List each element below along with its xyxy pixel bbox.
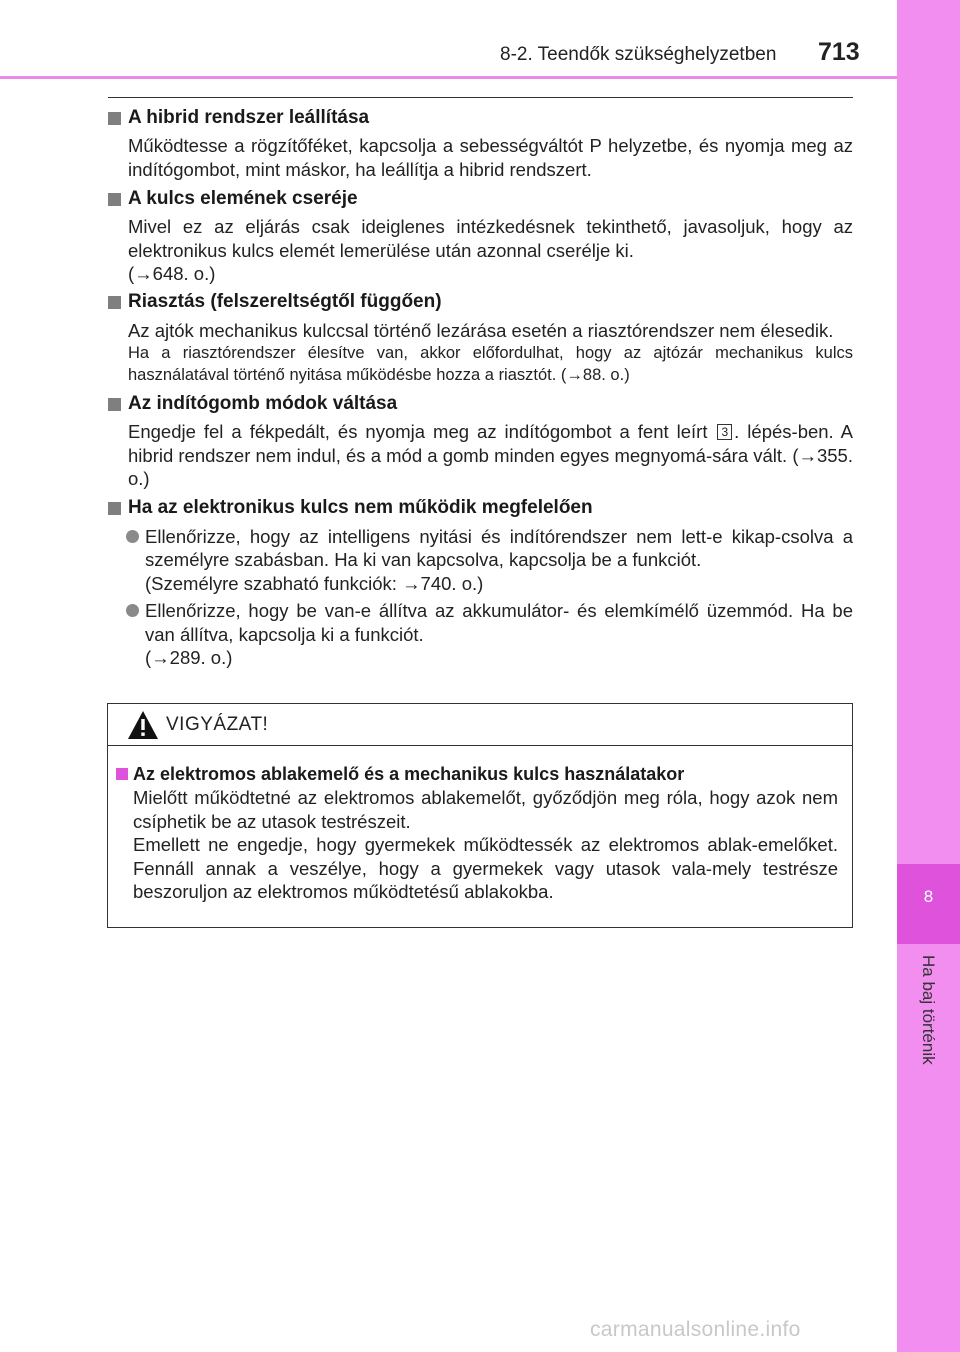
content bbox=[108, 104, 853, 670]
section-heading: A kulcs elemének cseréje bbox=[108, 186, 853, 212]
square-bullet-icon bbox=[108, 296, 121, 309]
page-reference[interactable]: (→289. o.) bbox=[145, 647, 233, 668]
chapter-tab[interactable] bbox=[897, 0, 960, 1352]
chapter-label: Ha baj történik bbox=[919, 955, 938, 1065]
warning-box bbox=[107, 703, 853, 928]
section-note: Ha a riasztórendszer élesítve van, akkor előfordulhat, hogy az ajtózár mechanikus kulcs használatával történő nyitása működésbe hozza a riasztót. (→88. o.) bbox=[128, 344, 853, 384]
section-text: Engedje fel a fékpedált, és nyomja meg az indítógombot a fent leírt 3 . lépés-ben. A hibrid rendszer nem indul, és a mód a gomb minden egyes megnyomá-sára vált. (→355. o.) bbox=[128, 421, 854, 489]
square-bullet-icon bbox=[108, 398, 121, 411]
header-rule bbox=[0, 76, 897, 79]
square-bullet-icon bbox=[108, 112, 121, 125]
page-reference[interactable]: (Személyre szabható funkciók: →740. o.) bbox=[145, 572, 484, 594]
section-text: Működtesse a rögzítőféket, kapcsolja a sebességváltót P helyzetbe, és nyomja meg az indítógombot, mint máskor, ha leállítja a hibrid rendszert. bbox=[128, 135, 853, 180]
circle-bullet-icon bbox=[126, 604, 139, 617]
list-item: Ellenőrizze, hogy be van-e állítva az akkumulátor- és elemkímélő üzemmód. Ha be van állítva, kapcsolja ki a funkciót. (→289. o.) bbox=[108, 599, 853, 670]
section-heading: Riasztás (felszereltségtől függően) bbox=[108, 289, 853, 315]
square-bullet-icon bbox=[108, 193, 121, 206]
circle-bullet-icon bbox=[126, 530, 139, 543]
warning-title: VIGYÁZAT! bbox=[166, 714, 269, 735]
section-alarm bbox=[108, 289, 853, 387]
warning-text: Mielőtt működtetné az elektromos ablakemelőt, győződjön meg róla, hogy azok nem csíphetik be az utasok testrészeit. bbox=[133, 787, 838, 832]
warning-heading: Az elektromos ablakemelő és a mechanikus kulcs használatakor bbox=[116, 762, 838, 786]
page-reference[interactable]: (→648. o.) bbox=[128, 263, 216, 284]
section-start-button-modes bbox=[108, 391, 853, 491]
square-bullet-icon bbox=[116, 768, 128, 780]
chapter-number: 8 bbox=[897, 864, 960, 944]
warning-header bbox=[108, 704, 852, 746]
section-text: Mivel ez az eljárás csak ideiglenes intézkedésnek tekinthető, javasoljuk, hogy az elektronikus kulcs elemét lemerülése után azonnal cserélje ki. bbox=[128, 216, 853, 261]
section-heading: Az indítógomb módok váltása bbox=[108, 391, 853, 417]
section-key-malfunction bbox=[108, 495, 853, 670]
watermark: carmanualsonline.info bbox=[590, 1318, 801, 1341]
section-heading: A hibrid rendszer leállítása bbox=[108, 105, 853, 131]
step-number-box: 3 bbox=[717, 424, 732, 440]
warning-text: Emellett ne engedje, hogy gyermekek működtessék az elektromos ablak-emelőket. Fennáll annak a veszélye, hogy a gyermekek vagy utasok vala-mely testrésze beszoruljon az elektromos működtetésű ablakokba. bbox=[133, 834, 838, 902]
section-hybrid-shutdown bbox=[108, 105, 853, 181]
warning-body bbox=[116, 762, 838, 904]
section-text: Az ajtók mechanikus kulccsal történő lezárása esetén a riasztórendszer nem élesedik. bbox=[128, 319, 834, 341]
section-heading: Ha az elektronikus kulcs nem működik megfelelően bbox=[108, 495, 853, 521]
square-bullet-icon bbox=[108, 502, 121, 515]
page-number: 713 bbox=[818, 38, 860, 66]
section-title: 8-2. Teendők szükséghelyzetben bbox=[500, 44, 777, 65]
content-rule bbox=[108, 97, 853, 98]
list-item: Ellenőrizze, hogy az intelligens nyitási és indítórendszer nem lett-e kikap-csolva a személyre szabásban. Ha ki van kapcsolva, kapcsolja be a funkciót. (Személyre szabható funkciók: →740. o.) bbox=[108, 525, 853, 596]
warning-triangle-icon bbox=[127, 710, 159, 740]
section-key-battery bbox=[108, 186, 853, 286]
